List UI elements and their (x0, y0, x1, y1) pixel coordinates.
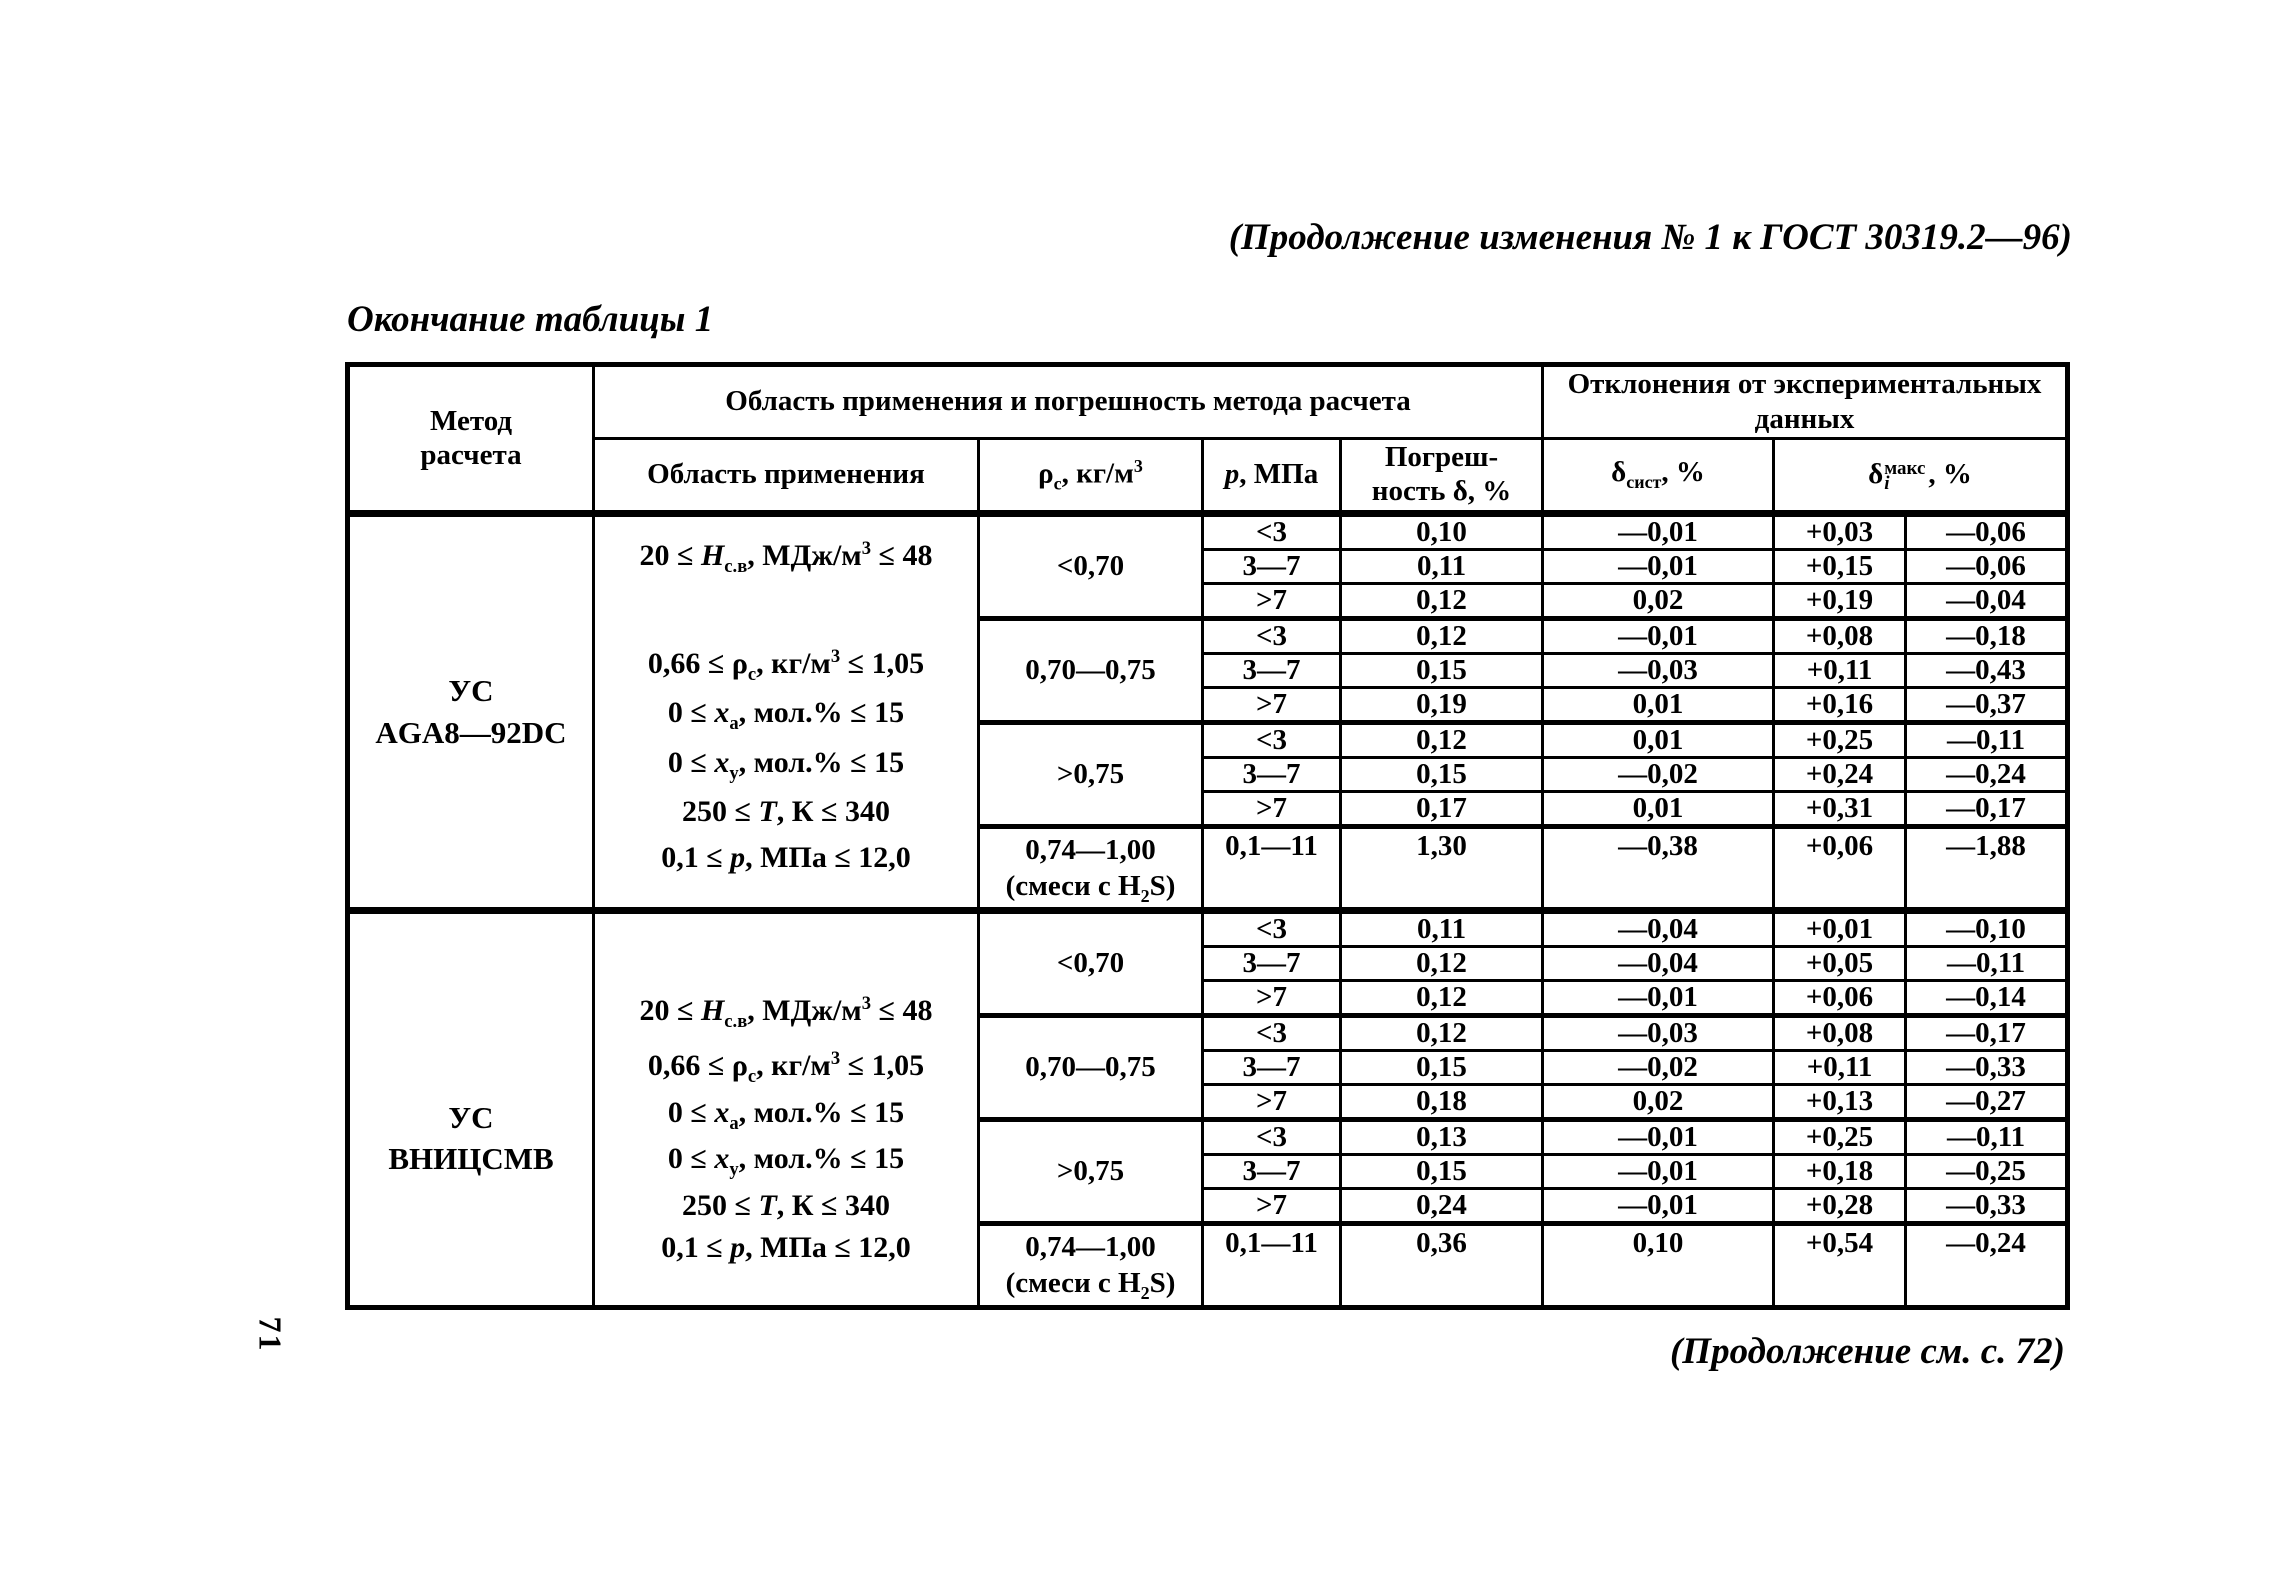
dmax-plus-cell: +0,31 (1774, 791, 1906, 826)
dsys-cell: —0,01 (1543, 981, 1774, 1016)
dmax-plus-cell: +0,05 (1774, 947, 1906, 981)
table-row (348, 513, 2068, 549)
dmax-plus-cell: +0,24 (1774, 757, 1906, 791)
rho-range-cell: <0,70 (979, 911, 1203, 1016)
dmax-minus-cell: —0,14 (1906, 981, 2068, 1016)
header-pressure: p, МПа (1203, 438, 1341, 513)
pressure-cell: 3—7 (1203, 757, 1341, 791)
header-dmax: δ макс i , % (1774, 438, 2068, 513)
page-number: 71 (252, 1316, 289, 1353)
dsys-cell: 0,01 (1543, 791, 1774, 826)
pressure-cell: >7 (1203, 687, 1341, 722)
dmax-plus-cell: +0,08 (1774, 1016, 1906, 1051)
application-line: $0,66 \le \rho_с$, $кг/м^3 \le 1,05$ (647, 1048, 925, 1088)
application-line: $0 \le x_у$, мол.% ≤ 15 (667, 1142, 905, 1181)
error-cell: 0,12 (1341, 1016, 1543, 1051)
pressure-cell: 0,1—11 (1203, 1224, 1341, 1308)
application-gap (595, 1040, 977, 1048)
dmax-minus-cell: —1,88 (1906, 826, 2068, 911)
pressure-cell: <3 (1203, 513, 1341, 549)
method-cell: УС ВНИЦСМВ (348, 911, 594, 1308)
dmax-minus-cell: —0,10 (1906, 911, 2068, 947)
pressure-cell: 3—7 (1203, 1155, 1341, 1189)
dmax-minus-cell: —0,18 (1906, 618, 2068, 653)
error-cell: 0,36 (1341, 1224, 1543, 1308)
dmax-minus-cell: —0,25 (1906, 1155, 2068, 1189)
rho-range-cell: 0,70—0,75 (979, 1016, 1203, 1120)
dmax-plus-cell: +0,13 (1774, 1085, 1906, 1120)
dmax-plus-cell: +0,28 (1774, 1189, 1906, 1224)
dsys-cell: —0,04 (1543, 911, 1774, 947)
dmax-plus-cell: +0,54 (1774, 1224, 1906, 1308)
method-cell: УС AGA8—92DC (348, 513, 594, 911)
rho-range-cell: 0,74—1,00 (смеси с $H_2S$) (979, 826, 1203, 911)
error-cell: 0,18 (1341, 1085, 1543, 1120)
dmax-minus-cell: —0,43 (1906, 653, 2068, 687)
application-gap (595, 588, 977, 646)
dmax-plus-cell: +0,16 (1774, 687, 1906, 722)
pressure-cell: 3—7 (1203, 947, 1341, 981)
pressure-cell: <3 (1203, 618, 1341, 653)
error-cell: 0,15 (1341, 1051, 1543, 1085)
table-body (348, 513, 2068, 1307)
dsys-cell: —0,02 (1543, 757, 1774, 791)
dsys-cell: —0,04 (1543, 947, 1774, 981)
dmax-minus-cell: —0,11 (1906, 947, 2068, 981)
error-cell: 0,24 (1341, 1189, 1543, 1224)
error-cell: 0,11 (1341, 549, 1543, 583)
dmax-plus-cell: +0,06 (1774, 981, 1906, 1016)
rho-range-cell: >0,75 (979, 1120, 1203, 1224)
dsys-cell: 0,10 (1543, 1224, 1774, 1308)
header-row-sub (348, 438, 2068, 513)
dsys-cell: 0,02 (1543, 583, 1774, 618)
pressure-cell: >7 (1203, 791, 1341, 826)
dmax-minus-cell: —0,17 (1906, 791, 2068, 826)
header-deviation-group: Отклонения от экспериментальных данных (1543, 365, 2068, 439)
dsys-cell: —0,03 (1543, 1016, 1774, 1051)
dmax-minus-cell: —0,17 (1906, 1016, 2068, 1051)
error-cell: 0,11 (1341, 911, 1543, 947)
application-line: $0 \le x_а$, мол.% ≤ 15 (667, 696, 905, 735)
header-application: Область применения (594, 438, 979, 513)
rho-range-cell: <0,70 (979, 513, 1203, 618)
error-cell: 0,13 (1341, 1120, 1543, 1155)
application-cell (594, 911, 979, 1308)
error-cell: 1,30 (1341, 826, 1543, 911)
error-cell: 0,12 (1341, 583, 1543, 618)
pressure-cell: >7 (1203, 1085, 1341, 1120)
application-line: $20 \le H_{с.в}$, МДж/$м^3 \le 48$ (639, 993, 933, 1033)
application-line: $0,66 \le \rho_с$, $кг/м^3 \le 1,05$ (647, 645, 925, 685)
rho-range-cell: 0,74—1,00 (смеси с $H_2S$) (979, 1224, 1203, 1308)
dmax-plus-cell: +0,11 (1774, 1051, 1906, 1085)
dmax-minus-cell: —0,37 (1906, 687, 2068, 722)
table-header (348, 365, 2068, 514)
dmax-plus-cell: +0,18 (1774, 1155, 1906, 1189)
dsys-cell: 0,01 (1543, 722, 1774, 757)
pressure-cell: >7 (1203, 981, 1341, 1016)
dmax-plus-cell: +0,08 (1774, 618, 1906, 653)
header-error: Погреш- ность δ, % (1341, 438, 1543, 513)
application-line: $0 \le x_у$, мол.% ≤ 15 (667, 745, 905, 784)
dsys-cell: —0,01 (1543, 618, 1774, 653)
error-cell: 0,12 (1341, 981, 1543, 1016)
header-rho: $\rho_с$, $кг/м^3$ (979, 438, 1203, 513)
pressure-cell: 0,1—11 (1203, 826, 1341, 911)
application-line: $0 \le x_а$, мол.% ≤ 15 (667, 1095, 905, 1134)
error-cell: 0,12 (1341, 618, 1543, 653)
application-line: 250 ≤ T, К ≤ 340 (681, 1188, 890, 1222)
dmax-minus-cell: —0,11 (1906, 1120, 2068, 1155)
application-line: 250 ≤ T, К ≤ 340 (681, 795, 890, 829)
pressure-cell: 3—7 (1203, 1051, 1341, 1085)
dmax-plus-cell: +0,15 (1774, 549, 1906, 583)
error-cell: 0,15 (1341, 1155, 1543, 1189)
dmax-plus-cell: +0,25 (1774, 722, 1906, 757)
dmax-plus-cell: +0,19 (1774, 583, 1906, 618)
dsys-cell: —0,01 (1543, 1189, 1774, 1224)
dmax-plus-cell: +0,06 (1774, 826, 1906, 911)
dsys-cell: 0,01 (1543, 687, 1774, 722)
dmax-minus-cell: —0,06 (1906, 513, 2068, 549)
dmax-minus-cell: —0,33 (1906, 1051, 2068, 1085)
table-caption: Окончание таблицы 1 (347, 299, 714, 340)
dmax-minus-cell: —0,24 (1906, 757, 2068, 791)
rho-range-cell: 0,70—0,75 (979, 618, 1203, 722)
dsys-cell: —0,38 (1543, 826, 1774, 911)
error-cell: 0,19 (1341, 687, 1543, 722)
footer-note: (Продолжение см. с. 72) (1669, 1331, 2065, 1372)
pressure-cell: <3 (1203, 1016, 1341, 1051)
dmax-minus-cell: —0,24 (1906, 1224, 2068, 1308)
dmax-minus-cell: —0,33 (1906, 1189, 2068, 1224)
dsys-cell: —0,02 (1543, 1051, 1774, 1085)
header-method: Метод расчета (348, 365, 594, 514)
application-line: $20 \le H_{с.в}$, МДж/$м^3 \le 48$ (639, 537, 933, 577)
application-line: 0,1 ≤ p, МПа ≤ 12,0 (661, 1231, 911, 1265)
dmax-plus-cell: +0,25 (1774, 1120, 1906, 1155)
dmax-minus-cell: —0,11 (1906, 722, 2068, 757)
dsys-cell: —0,01 (1543, 513, 1774, 549)
pressure-cell: <3 (1203, 911, 1341, 947)
dsys-cell: —0,01 (1543, 1155, 1774, 1189)
dmax-plus-cell: +0,01 (1774, 911, 1906, 947)
error-cell: 0,17 (1341, 791, 1543, 826)
dsys-cell: 0,02 (1543, 1085, 1774, 1120)
rho-range-cell: >0,75 (979, 722, 1203, 826)
dmax-minus-cell: —0,27 (1906, 1085, 2068, 1120)
header-note: (Продолжение изменения № 1 к ГОСТ 30319.2—96) (1228, 217, 2072, 258)
header-scope-group: Область применения и погрешность метода расчета (594, 365, 1543, 439)
pressure-cell: >7 (1203, 583, 1341, 618)
error-cell: 0,10 (1341, 513, 1543, 549)
error-cell: 0,15 (1341, 653, 1543, 687)
error-cell: 0,12 (1341, 947, 1543, 981)
error-cell: 0,15 (1341, 757, 1543, 791)
dmax-plus-cell: +0,11 (1774, 653, 1906, 687)
gost-table (345, 362, 2070, 1310)
header-dsys: $\delta_{сист}$, % (1543, 438, 1774, 513)
pressure-cell: >7 (1203, 1189, 1341, 1224)
pressure-cell: 3—7 (1203, 549, 1341, 583)
application-cell (594, 513, 979, 911)
dsys-cell: —0,01 (1543, 1120, 1774, 1155)
dsys-cell: —0,01 (1543, 549, 1774, 583)
table-row (348, 911, 2068, 947)
pressure-cell: <3 (1203, 722, 1341, 757)
pressure-cell: <3 (1203, 1120, 1341, 1155)
dmax-plus-cell: +0,03 (1774, 513, 1906, 549)
application-line: 0,1 ≤ p, МПа ≤ 12,0 (661, 840, 911, 874)
dsys-cell: —0,03 (1543, 653, 1774, 687)
pressure-cell: 3—7 (1203, 653, 1341, 687)
dmax-minus-cell: —0,06 (1906, 549, 2068, 583)
header-row-groups (348, 365, 2068, 439)
error-cell: 0,12 (1341, 722, 1543, 757)
dmax-minus-cell: —0,04 (1906, 583, 2068, 618)
